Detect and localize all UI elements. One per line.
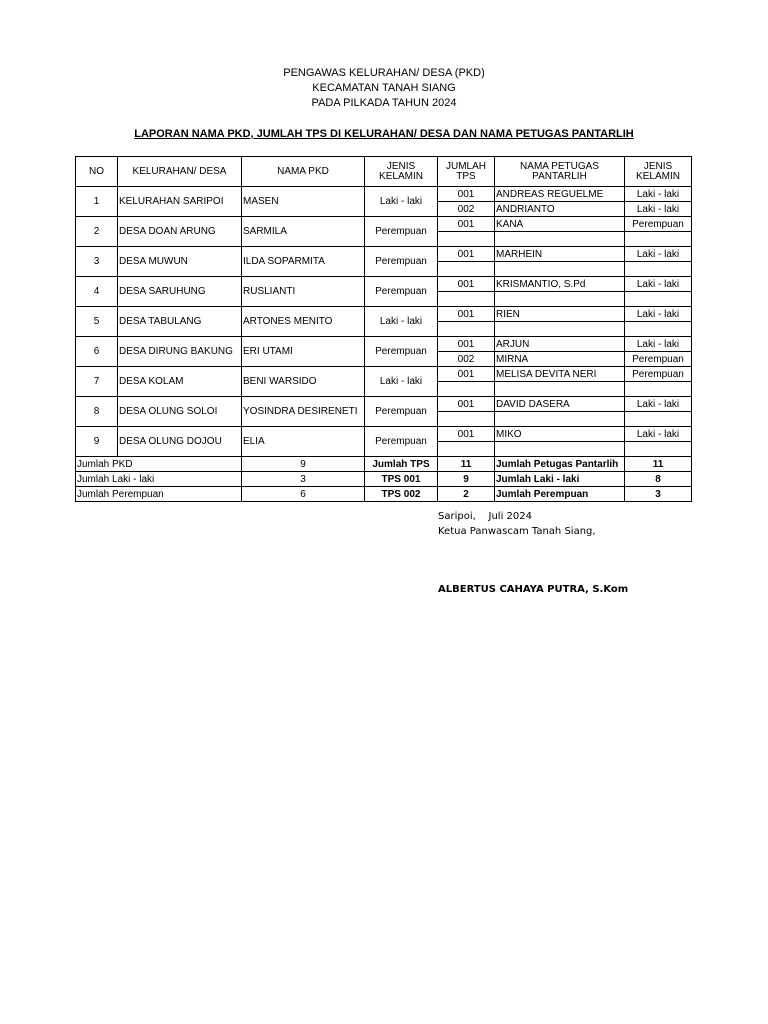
tps-number: 001 [438, 397, 495, 412]
petugas-name: ARJUN [495, 337, 625, 352]
row-number: 2 [76, 217, 118, 247]
header-line-1: PENGAWAS KELURAHAN/ DESA (PKD) [283, 67, 485, 79]
report-title: LAPORAN NAMA PKD, JUMLAH TPS DI KELURAHAN/ DESA DAN NAMA PETUGAS PANTARLIH [134, 128, 634, 140]
petugas-gender [625, 232, 692, 247]
col-jenis-kelamin-petugas: JENIS KELAMIN [625, 157, 692, 187]
signature-block [438, 509, 596, 539]
col-nama-petugas: NAMA PETUGAS PANTARLIH [495, 157, 625, 187]
pkd-gender: Laki - laki [365, 187, 438, 217]
summary-petugas-label: Jumlah Perempuan [495, 487, 625, 502]
signer-name: ALBERTUS CAHAYA PUTRA, S.Kom [438, 584, 629, 595]
petugas-gender [625, 292, 692, 307]
petugas-gender [625, 382, 692, 397]
tps-number: 001 [438, 307, 495, 322]
petugas-name [495, 232, 625, 247]
col-nama-pkd: NAMA PKD [242, 157, 365, 187]
tps-number [438, 232, 495, 247]
petugas-name [495, 382, 625, 397]
summary-tps-label: TPS 001 [365, 472, 438, 487]
summary-tps-value: 9 [438, 472, 495, 487]
table-row [76, 397, 692, 412]
desa-name: DESA SARUHUNG [118, 277, 242, 307]
table-row [76, 187, 692, 202]
tps-number: 001 [438, 337, 495, 352]
petugas-name: ANDREAS REGUELME [495, 187, 625, 202]
summary-tps-value: 2 [438, 487, 495, 502]
tps-number [438, 412, 495, 427]
col-no: NO [76, 157, 118, 187]
summary-label: Jumlah Laki - laki [76, 472, 242, 487]
header-line-2: KECAMATAN TANAH SIANG [312, 82, 456, 94]
petugas-name: MARHEIN [495, 247, 625, 262]
summary-petugas-value: 11 [625, 457, 692, 472]
desa-name: DESA MUWUN [118, 247, 242, 277]
tps-number: 001 [438, 247, 495, 262]
petugas-gender: Perempuan [625, 367, 692, 382]
pkd-gender: Perempuan [365, 217, 438, 247]
petugas-name: MELISA DEVITA NERI [495, 367, 625, 382]
pkd-gender: Perempuan [365, 337, 438, 367]
petugas-name: KANA [495, 217, 625, 232]
table-header-row [76, 157, 692, 187]
summary-petugas-label: Jumlah Petugas Pantarlih [495, 457, 625, 472]
summary-label: Jumlah Perempuan [76, 487, 242, 502]
col-kelurahan: KELURAHAN/ DESA [118, 157, 242, 187]
summary-petugas-value: 3 [625, 487, 692, 502]
desa-name: DESA DOAN ARUNG [118, 217, 242, 247]
petugas-name: DAVID DASERA [495, 397, 625, 412]
tps-number [438, 322, 495, 337]
summary-tps-label: Jumlah TPS [365, 457, 438, 472]
petugas-gender: Laki - laki [625, 337, 692, 352]
petugas-name [495, 442, 625, 457]
pkd-name: RUSLIANTI [242, 277, 365, 307]
petugas-name: ANDRIANTO [495, 202, 625, 217]
pkd-gender: Perempuan [365, 427, 438, 457]
table-row [76, 307, 692, 322]
petugas-gender: Perempuan [625, 352, 692, 367]
petugas-gender: Laki - laki [625, 427, 692, 442]
pkd-name: YOSINDRA DESIRENETI [242, 397, 365, 427]
petugas-gender: Laki - laki [625, 202, 692, 217]
col-jenis-kelamin-pkd: JENIS KELAMIN [365, 157, 438, 187]
pkd-name: ELIA [242, 427, 365, 457]
pkd-name: ILDA SOPARMITA [242, 247, 365, 277]
petugas-name [495, 262, 625, 277]
summary-row [76, 472, 692, 487]
summary-value: 3 [242, 472, 365, 487]
table-row [76, 247, 692, 262]
petugas-gender: Laki - laki [625, 307, 692, 322]
petugas-name: RIEN [495, 307, 625, 322]
pkd-name: MASEN [242, 187, 365, 217]
petugas-name [495, 412, 625, 427]
pkd-name: SARMILA [242, 217, 365, 247]
header-line-3: PADA PILKADA TAHUN 2024 [311, 97, 457, 109]
signer-position: Ketua Panwascam Tanah Siang, [438, 526, 596, 537]
petugas-gender: Laki - laki [625, 277, 692, 292]
summary-petugas-value: 8 [625, 472, 692, 487]
summary-petugas-label: Jumlah Laki - laki [495, 472, 625, 487]
petugas-name: MIKO [495, 427, 625, 442]
table-row [76, 337, 692, 352]
desa-name: DESA KOLAM [118, 367, 242, 397]
pkd-name: ARTONES MENITO [242, 307, 365, 337]
col-jumlah-tps: JUMLAH TPS [438, 157, 495, 187]
row-number: 9 [76, 427, 118, 457]
petugas-gender [625, 442, 692, 457]
row-number: 7 [76, 367, 118, 397]
pkd-gender: Perempuan [365, 397, 438, 427]
table-row [76, 277, 692, 292]
petugas-name: MIRNA [495, 352, 625, 367]
desa-name: DESA OLUNG DOJOU [118, 427, 242, 457]
petugas-gender [625, 412, 692, 427]
row-number: 8 [76, 397, 118, 427]
desa-name: DESA TABULANG [118, 307, 242, 337]
document-header [0, 66, 768, 111]
pkd-gender: Laki - laki [365, 307, 438, 337]
pkd-gender: Perempuan [365, 277, 438, 307]
petugas-name [495, 292, 625, 307]
tps-number [438, 442, 495, 457]
tps-number: 001 [438, 367, 495, 382]
desa-name: DESA DIRUNG BAKUNG [118, 337, 242, 367]
summary-tps-label: TPS 002 [365, 487, 438, 502]
tps-number [438, 262, 495, 277]
summary-label: Jumlah PKD [76, 457, 242, 472]
petugas-gender: Laki - laki [625, 397, 692, 412]
table-row [76, 217, 692, 232]
row-number: 5 [76, 307, 118, 337]
row-number: 4 [76, 277, 118, 307]
petugas-gender: Perempuan [625, 217, 692, 232]
petugas-gender: Laki - laki [625, 247, 692, 262]
desa-name: DESA OLUNG SOLOI [118, 397, 242, 427]
pkd-name: BENI WARSIDO [242, 367, 365, 397]
tps-number: 001 [438, 217, 495, 232]
petugas-gender [625, 322, 692, 337]
summary-tps-value: 11 [438, 457, 495, 472]
petugas-gender [625, 262, 692, 277]
row-number: 6 [76, 337, 118, 367]
petugas-name: KRISMANTIO, S.Pd [495, 277, 625, 292]
tps-number [438, 292, 495, 307]
summary-value: 9 [242, 457, 365, 472]
petugas-name [495, 322, 625, 337]
table-row [76, 427, 692, 442]
row-number: 3 [76, 247, 118, 277]
place-date: Saripoi, Juli 2024 [438, 511, 532, 522]
tps-number: 001 [438, 187, 495, 202]
table-row [76, 367, 692, 382]
tps-number: 002 [438, 352, 495, 367]
tps-number [438, 382, 495, 397]
summary-row [76, 487, 692, 502]
pkd-gender: Laki - laki [365, 367, 438, 397]
tps-number: 002 [438, 202, 495, 217]
summary-value: 6 [242, 487, 365, 502]
tps-number: 001 [438, 427, 495, 442]
summary-row [76, 457, 692, 472]
pkd-name: ERI UTAMI [242, 337, 365, 367]
pkd-table [75, 156, 692, 502]
pkd-gender: Perempuan [365, 247, 438, 277]
tps-number: 001 [438, 277, 495, 292]
petugas-gender: Laki - laki [625, 187, 692, 202]
row-number: 1 [76, 187, 118, 217]
desa-name: KELURAHAN SARIPOI [118, 187, 242, 217]
